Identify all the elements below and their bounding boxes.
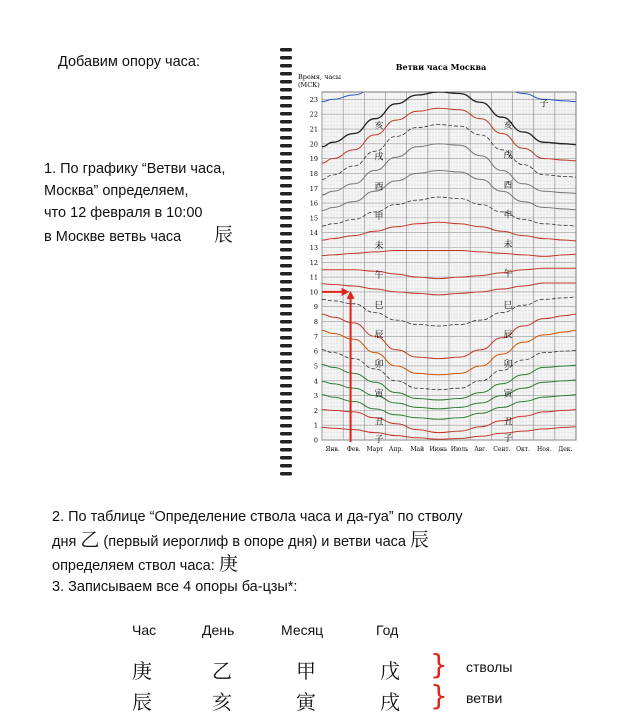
spiral-ring bbox=[280, 64, 292, 68]
spiral-ring bbox=[280, 320, 292, 324]
branch-label: 申 bbox=[503, 210, 513, 221]
branch-label: 辰 bbox=[374, 330, 384, 341]
y-tick-label: 8 bbox=[313, 318, 318, 327]
spiral-ring bbox=[280, 408, 292, 412]
hour-branch: 辰 bbox=[132, 690, 152, 714]
spiral-ring bbox=[280, 176, 292, 180]
spiral-ring bbox=[280, 352, 292, 356]
month-label: Янв. bbox=[325, 446, 340, 453]
spiral-ring bbox=[280, 376, 292, 380]
spiral-ring bbox=[280, 304, 292, 308]
spiral-ring bbox=[280, 272, 292, 276]
y-tick-label: 12 bbox=[309, 258, 318, 267]
step2-text3: определяем ствол часа: bbox=[52, 558, 219, 574]
step2-prefix: дня bbox=[52, 534, 81, 550]
hour-branch-glyph: 辰 bbox=[409, 529, 429, 551]
step1-line: 1. По графику “Ветви часа, bbox=[44, 161, 226, 177]
step2-line2 bbox=[52, 531, 429, 552]
spiral-ring bbox=[280, 88, 292, 92]
month-label: Ноя. bbox=[536, 446, 552, 453]
y-tick-label: 20 bbox=[309, 140, 318, 149]
step1-line: что 12 февраля в 10:00 bbox=[44, 205, 203, 221]
month-label: Июнь bbox=[429, 446, 448, 453]
chart-ylabel: Время, часы bbox=[298, 73, 342, 81]
spiral-ring bbox=[280, 280, 292, 284]
step3-text: 3. Записываем все 4 опоры ба-цзы*: bbox=[52, 579, 298, 595]
spiral-ring bbox=[280, 416, 292, 420]
month-label: Май bbox=[410, 446, 425, 453]
spiral-ring bbox=[280, 288, 292, 292]
day-stem: 乙 bbox=[212, 659, 232, 683]
branch-label: 戌 bbox=[374, 152, 384, 163]
y-tick-label: 11 bbox=[309, 273, 318, 282]
month-label: Авг. bbox=[474, 446, 488, 453]
spiral-ring bbox=[280, 448, 292, 452]
y-tick-label: 3 bbox=[313, 392, 318, 401]
spiral-ring bbox=[280, 104, 292, 108]
spiral-ring bbox=[280, 240, 292, 244]
branches-brace: } bbox=[430, 679, 448, 712]
spiral-ring bbox=[280, 432, 292, 436]
branch-label: 巳 bbox=[503, 300, 513, 311]
spiral-ring bbox=[280, 80, 292, 84]
month-label: Дек. bbox=[558, 446, 573, 453]
spiral-ring bbox=[280, 368, 292, 372]
y-tick-label: 19 bbox=[309, 155, 318, 164]
pillar-header-month: Месяц bbox=[281, 622, 324, 638]
spiral-ring bbox=[280, 48, 292, 52]
hour-branches-chart bbox=[276, 40, 590, 488]
y-tick-label: 17 bbox=[309, 184, 318, 193]
spiral-ring bbox=[280, 128, 292, 132]
branch-label: 申 bbox=[374, 211, 384, 222]
notebook-spiral bbox=[280, 48, 292, 476]
chart-title: Ветви часа Москва bbox=[395, 62, 487, 72]
y-tick-label: 5 bbox=[313, 362, 318, 371]
y-tick-label: 9 bbox=[313, 303, 318, 312]
y-tick-label: 0 bbox=[313, 436, 318, 445]
branch-label: 亥 bbox=[374, 121, 384, 132]
month-labels bbox=[326, 446, 573, 453]
spiral-ring bbox=[280, 464, 292, 468]
pillar-header-hour: Час bbox=[132, 622, 157, 638]
branch-label: 午 bbox=[503, 269, 513, 280]
branch-label: 未 bbox=[503, 240, 513, 251]
branch-label: 酉 bbox=[503, 180, 513, 191]
step2-line3 bbox=[52, 555, 238, 576]
spiral-ring bbox=[280, 256, 292, 260]
branch-label: 丑 bbox=[374, 417, 384, 428]
month-stem: 甲 bbox=[296, 659, 316, 683]
year-stem: 戊 bbox=[380, 659, 400, 683]
spiral-ring bbox=[280, 96, 292, 100]
spiral-ring bbox=[280, 160, 292, 164]
spiral-ring bbox=[280, 208, 292, 212]
spiral-ring bbox=[280, 112, 292, 116]
y-tick-labels bbox=[310, 96, 318, 445]
spiral-ring bbox=[280, 296, 292, 300]
spiral-ring bbox=[280, 248, 292, 252]
y-tick-label: 16 bbox=[309, 199, 318, 208]
spiral-ring bbox=[280, 168, 292, 172]
step1-result-branch: 辰 bbox=[214, 224, 234, 246]
branch-label: 酉 bbox=[374, 182, 384, 193]
branch-label: 未 bbox=[374, 241, 384, 252]
branch-label: 卯 bbox=[503, 359, 513, 370]
spiral-ring bbox=[280, 440, 292, 444]
spiral-ring bbox=[280, 224, 292, 228]
branch-label: 丑 bbox=[503, 417, 513, 428]
spiral-ring bbox=[280, 384, 292, 388]
y-tick-label: 15 bbox=[309, 214, 318, 223]
spiral-ring bbox=[280, 72, 292, 76]
spiral-ring bbox=[280, 216, 292, 220]
y-tick-label: 2 bbox=[313, 406, 318, 415]
branch-label: 巳 bbox=[374, 300, 384, 311]
month-label: Март bbox=[366, 446, 384, 453]
month-label: Окт. bbox=[516, 446, 531, 453]
y-tick-label: 7 bbox=[313, 332, 318, 341]
y-tick-label: 10 bbox=[309, 288, 318, 297]
spiral-ring bbox=[280, 456, 292, 460]
intro-text: Добавим опору часа: bbox=[58, 54, 201, 70]
spiral-ring bbox=[280, 120, 292, 124]
spiral-ring bbox=[280, 344, 292, 348]
spiral-ring bbox=[280, 264, 292, 268]
stems-brace: } bbox=[430, 648, 448, 681]
branch-label: 子 bbox=[374, 434, 384, 445]
y-tick-label: 14 bbox=[309, 229, 318, 238]
branch-label: 子 bbox=[503, 434, 513, 445]
month-label: Июль bbox=[450, 446, 469, 453]
spiral-ring bbox=[280, 232, 292, 236]
step2-line1: 2. По таблице “Определение ствола часа и да-гуа” по стволу bbox=[52, 509, 463, 525]
branches-label: ветви bbox=[466, 690, 503, 706]
branch-label: 亥 bbox=[503, 121, 513, 132]
branch-label: 子 bbox=[539, 99, 549, 110]
spiral-ring bbox=[280, 472, 292, 476]
spiral-ring bbox=[280, 424, 292, 428]
month-label: Фев. bbox=[346, 446, 361, 453]
branch-label: 戌 bbox=[503, 151, 513, 162]
step1-line: Москва” определяем, bbox=[44, 183, 189, 199]
spiral-ring bbox=[280, 336, 292, 340]
y-tick-label: 1 bbox=[313, 421, 318, 430]
spiral-ring bbox=[280, 392, 292, 396]
hour-stem-result: 庚 bbox=[218, 553, 238, 575]
y-tick-label: 22 bbox=[309, 110, 318, 119]
spiral-ring bbox=[280, 184, 292, 188]
branch-label: 卯 bbox=[374, 359, 384, 370]
spiral-ring bbox=[280, 136, 292, 140]
y-tick-label: 6 bbox=[313, 347, 318, 356]
spiral-ring bbox=[280, 192, 292, 196]
branch-label: 午 bbox=[374, 271, 384, 282]
pillar-header-year: Год bbox=[376, 622, 399, 638]
spiral-ring bbox=[280, 360, 292, 364]
day-stem-glyph: 乙 bbox=[80, 529, 100, 551]
chart-ylabel-unit: (МСК) bbox=[298, 81, 320, 89]
y-tick-label: 18 bbox=[309, 169, 318, 178]
month-branch: 寅 bbox=[296, 690, 316, 714]
spiral-ring bbox=[280, 400, 292, 404]
pillar-header-day: День bbox=[202, 622, 235, 638]
step1-line: в Москве ветвь часа bbox=[44, 229, 182, 245]
month-label: Сент. bbox=[493, 446, 511, 453]
day-branch: 亥 bbox=[212, 690, 232, 714]
branch-label: 寅 bbox=[503, 389, 513, 400]
y-tick-label: 4 bbox=[313, 377, 318, 386]
spiral-ring bbox=[280, 328, 292, 332]
branch-label: 辰 bbox=[503, 330, 513, 341]
spiral-ring bbox=[280, 56, 292, 60]
stems-label: стволы bbox=[466, 659, 513, 675]
spiral-ring bbox=[280, 144, 292, 148]
branch-label: 寅 bbox=[374, 389, 384, 400]
spiral-ring bbox=[280, 312, 292, 316]
step2-mid: (первый иероглиф в опоре дня) и ветви часа bbox=[99, 534, 410, 550]
y-tick-label: 23 bbox=[309, 95, 318, 104]
y-tick-label: 21 bbox=[309, 125, 318, 134]
spiral-ring bbox=[280, 200, 292, 204]
hour-stem: 庚 bbox=[132, 659, 152, 683]
month-label: Апр. bbox=[388, 446, 404, 453]
spiral-ring bbox=[280, 152, 292, 156]
year-branch: 戌 bbox=[380, 690, 400, 714]
y-tick-label: 13 bbox=[309, 243, 318, 252]
